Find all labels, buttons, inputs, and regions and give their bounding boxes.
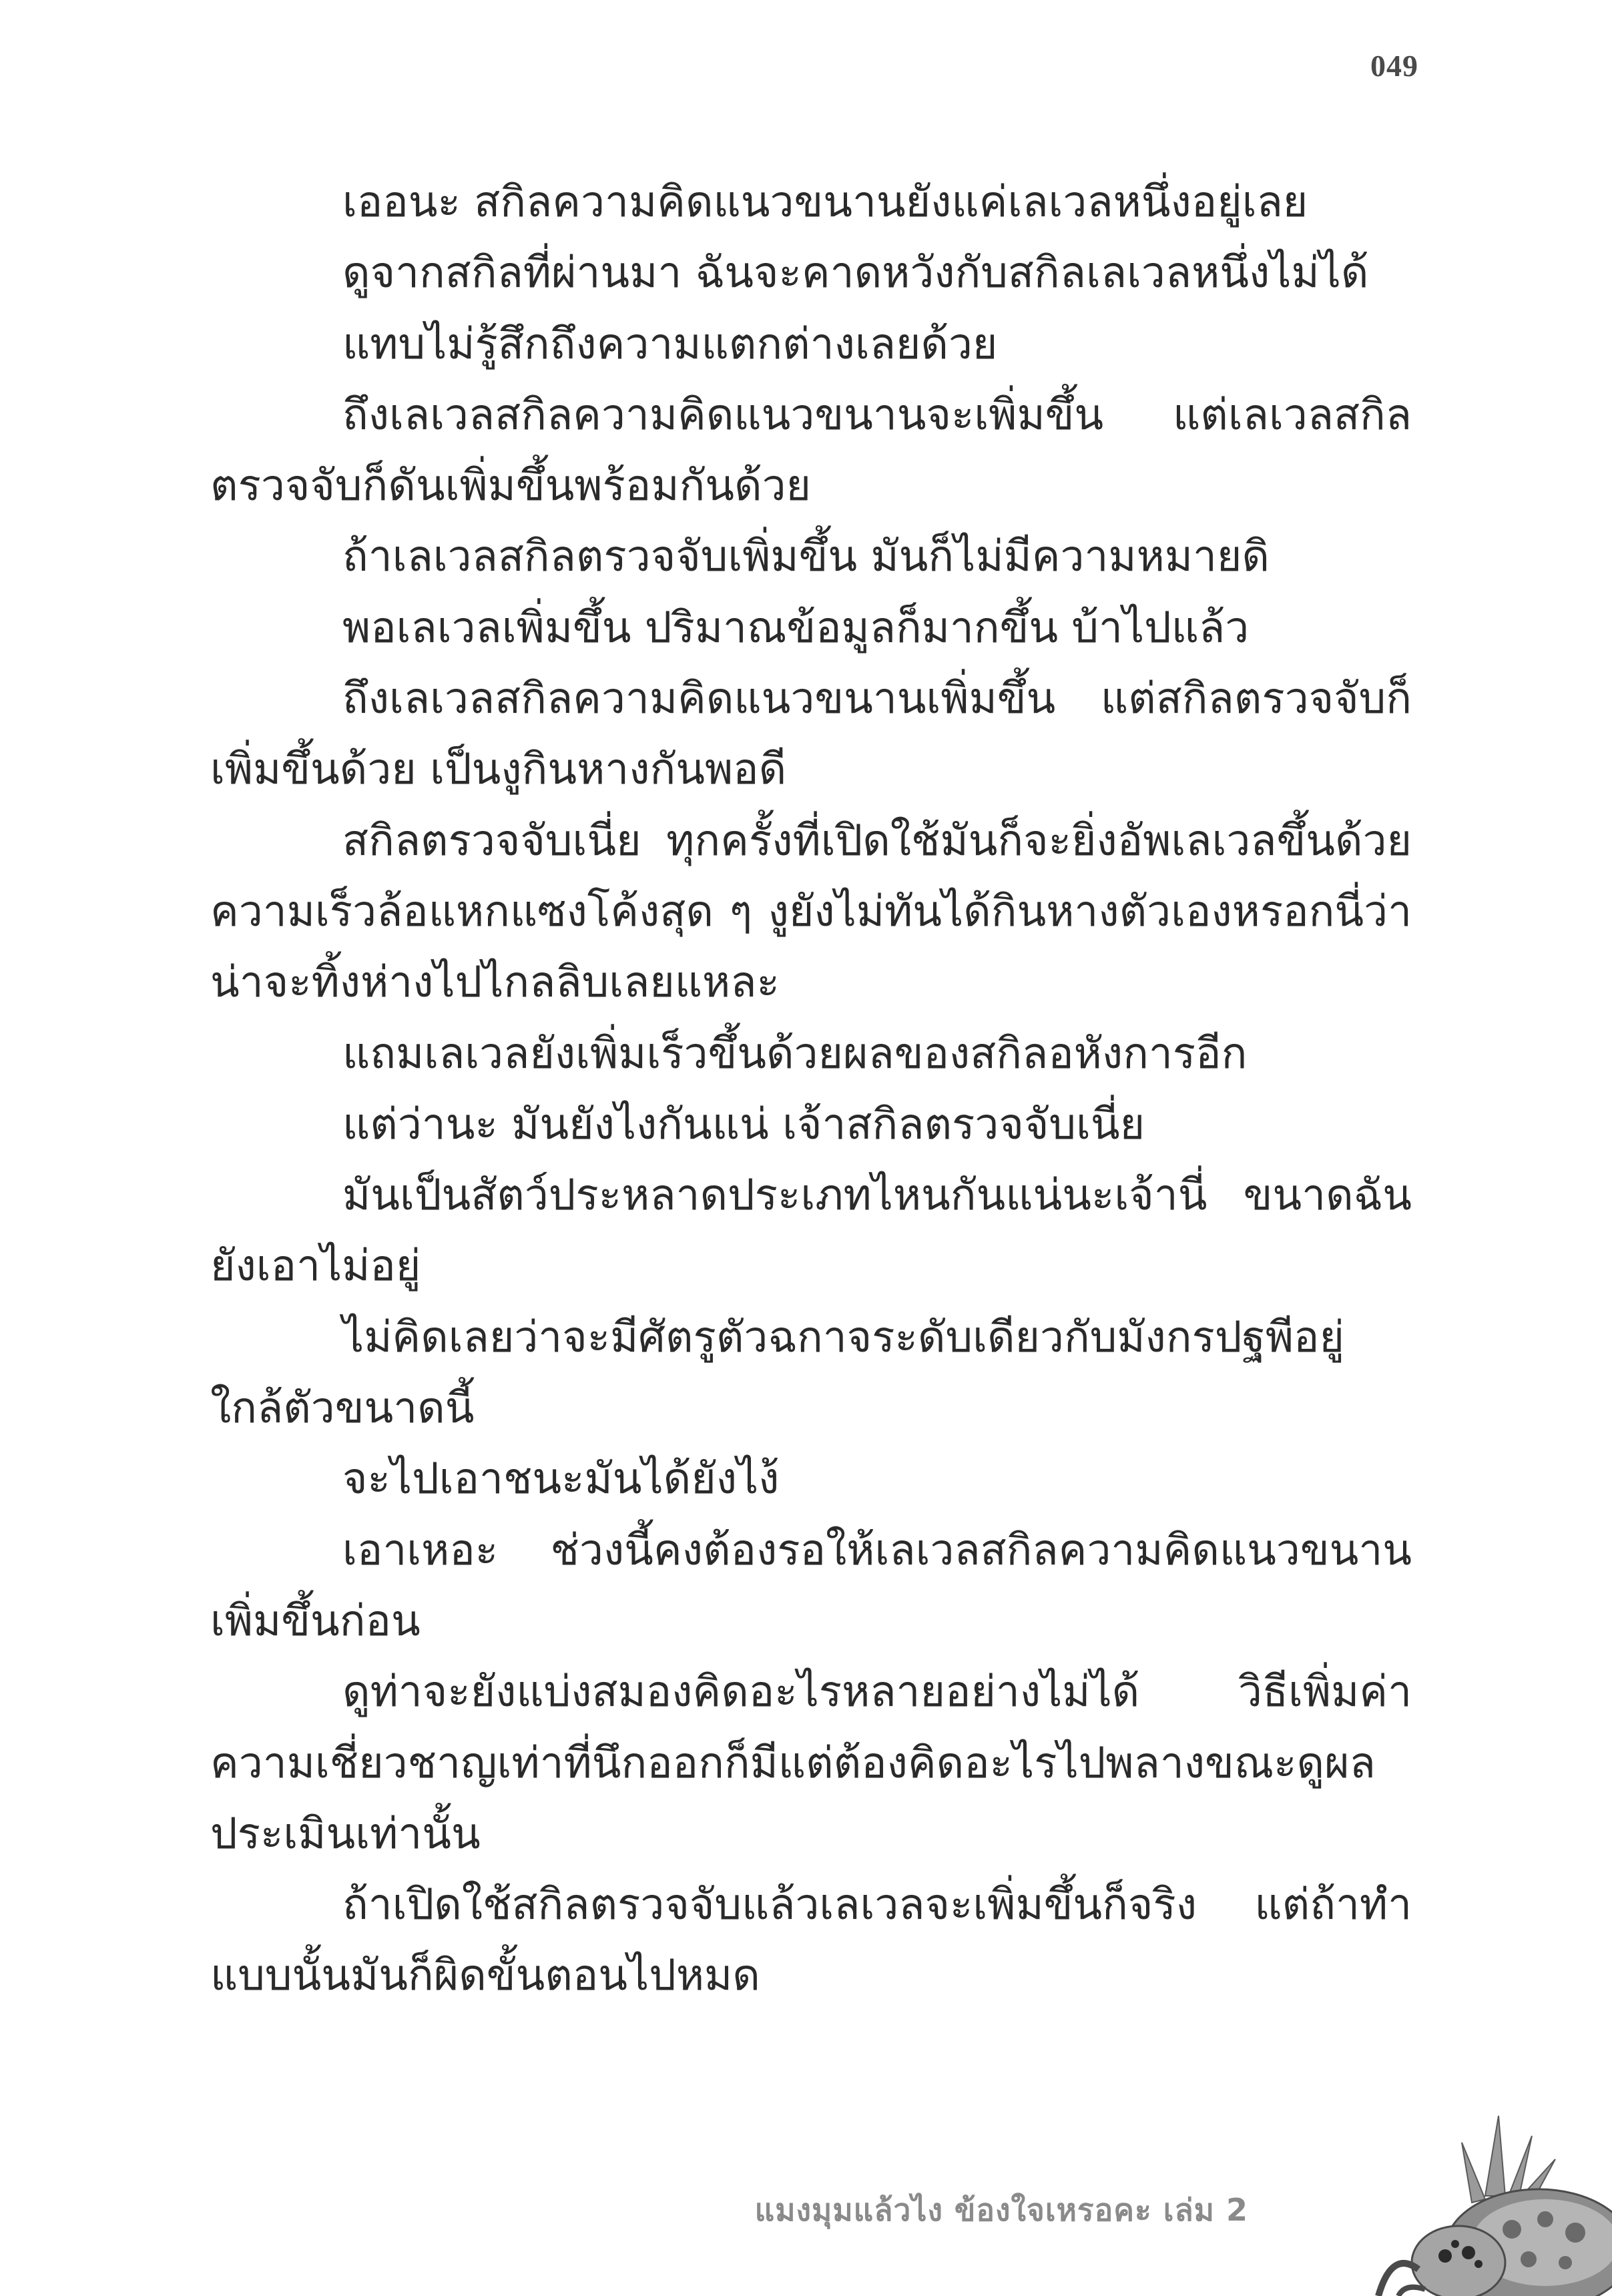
footer-book-title: แมงมุมแล้วไง ข้องใจเหรอคะ เล่ม 2 bbox=[754, 2192, 1248, 2228]
footer-spider-illustration bbox=[1318, 2096, 1612, 2296]
paragraph: ถ้าเปิดใช้สกิลตรวจจับแล้วเลเวลจะเพิ่มขึ้นก็จริง แต่ถ้าทำแบบนั้นมันก็ผิดขั้นตอนไปหมด bbox=[210, 1880, 1412, 2001]
paragraph: ดูจากสกิลที่ผ่านมา ฉันจะคาดหวังกับสกิลเลเวลหนึ่งไม่ได้ bbox=[342, 248, 1369, 298]
paragraph: มันเป็นสัตว์ประหลาดประเภทไหนกันแน่นะเจ้านี่ ขนาดฉันยังเอาไม่อยู่ bbox=[210, 1171, 1412, 1292]
paragraph: แต่ว่านะ มันยังไงกันแน่ เจ้าสกิลตรวจจับเนี่ย bbox=[342, 1099, 1145, 1149]
body-text bbox=[210, 167, 1412, 2012]
paragraph: จะไปเอาชนะมันได้ยังไง้ bbox=[342, 1454, 780, 1504]
paragraph: เออนะ สกิลความคิดแนวขนานยังแค่เลเวลหนึ่งอยู่เลย bbox=[342, 178, 1308, 227]
paragraph: เอาเหอะ ช่วงนี้คงต้องรอให้เลเวลสกิลความคิดแนวขนานเพิ่มขึ้นก่อน bbox=[210, 1525, 1412, 1646]
paragraph: ถ้าเลเวลสกิลตรวจจับเพิ่มขึ้น มันก็ไม่มีความหมายดิ bbox=[342, 532, 1270, 582]
paragraph: ไม่คิดเลยว่าจะมีศัตรูตัวฉกาจระดับเดียวกับมังกรปฐพีอยู่ใกล้ตัวขนาดนี้ bbox=[210, 1312, 1344, 1434]
page-number: 049 bbox=[1370, 49, 1418, 83]
paragraph: สกิลตรวจจับเนี่ย ทุกครั้งที่เปิดใช้มันก็จะยิ่งอัพเลเวลขึ้นด้วยความเร็วล้อแหกแซงโค้งสุด ๆ งูยังไม่ทันได้กินหางตัวเองหรอกนี่ว่าน่าจะทิ้งห่างไปไกลลิบเลยแหละ bbox=[210, 816, 1412, 1008]
paragraph: ถึงเลเวลสกิลความคิดแนวขนานเพิ่มขึ้น แต่สกิลตรวจจับก็เพิ่มขึ้นด้วย เป็นงูกินหางกันพอดี bbox=[210, 674, 1412, 795]
paragraph: พอเลเวลเพิ่มขึ้น ปริมาณข้อมูลก็มากขึ้น บ้าไปแล้ว bbox=[342, 603, 1250, 653]
paragraph: แถมเลเวลยังเพิ่มเร็วขึ้นด้วยผลของสกิลอหังการอีก bbox=[342, 1029, 1248, 1079]
paragraph: ดูท่าจะยังแบ่งสมองคิดอะไรหลายอย่างไม่ได้ วิธีเพิ่มค่าความเชี่ยวชาญเท่าที่นึกออกก็มีแต่ต้องคิดอะไรไปพลางขณะดูผลประเมินเท่านั้น bbox=[210, 1667, 1412, 1859]
paragraph: ถึงเลเวลสกิลความคิดแนวขนานจะเพิ่มขึ้น แต่เลเวลสกิลตรวจจับก็ดันเพิ่มขึ้นพร้อมกันด้วย bbox=[210, 390, 1412, 511]
paragraph: แทบไม่รู้สึกถึงความแตกต่างเลยด้วย bbox=[342, 319, 998, 369]
